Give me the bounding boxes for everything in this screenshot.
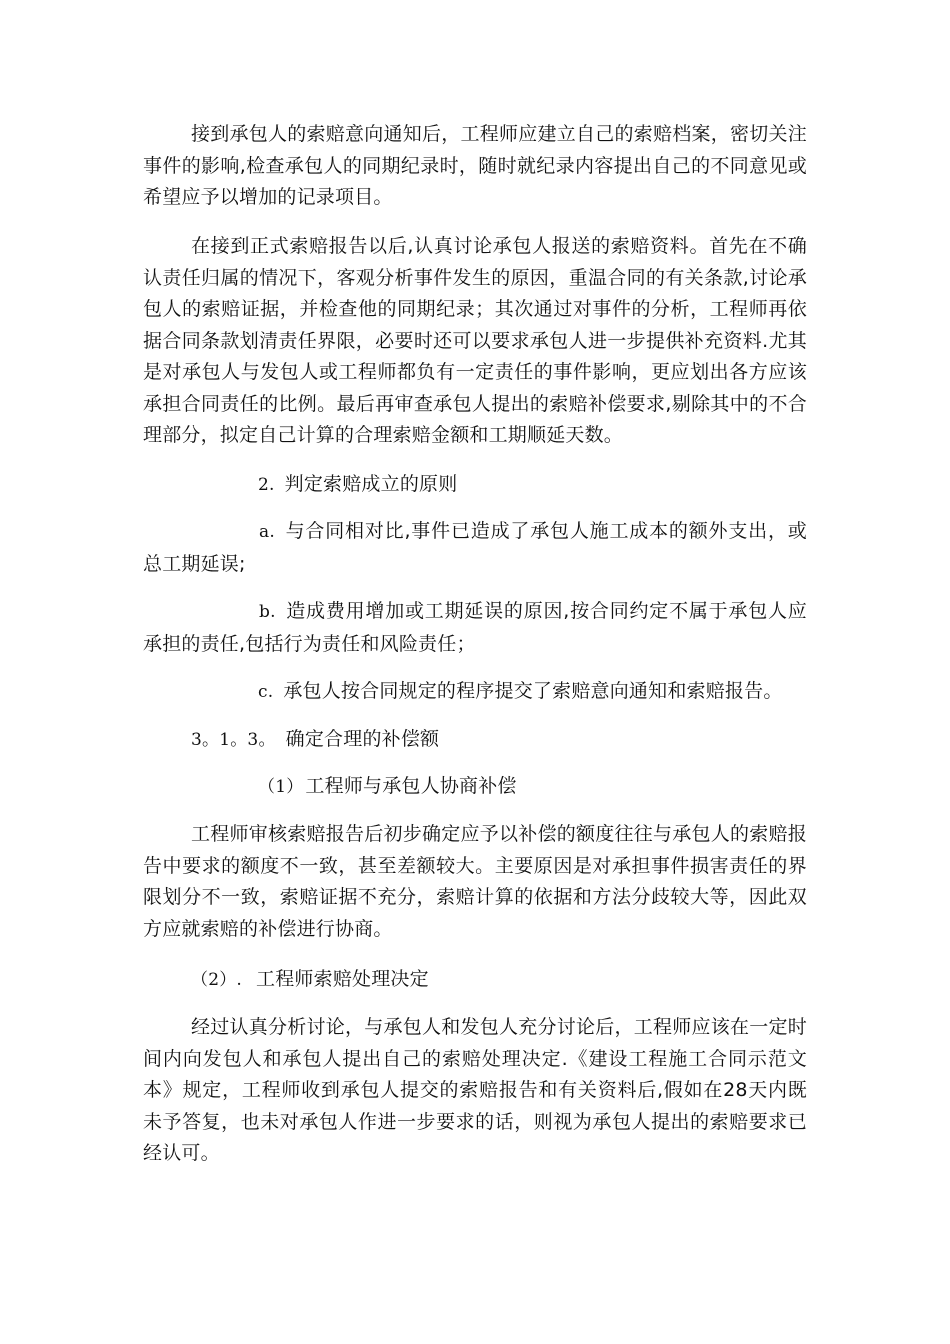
subsection-heading-1 xyxy=(258,771,517,804)
paragraph-claim-report-review: 在接到正式索赔报告以后,认真讨论承包人报送的索赔资料。首先在不确认责任归属的情况下，客观分析事件发生的原因，重温合同的有关条款,讨论承包人的索赔证据，并检查他的同期纪录；其次通过对事件的分析，工程师再依据合同条款划清责任界限，必要时还可以要求承包人进一步提供补充资料.尤其是对承包人与发包人或工程师都负有一定责任的事件影响，更应划出各方应该承担合同责任的比例。最后再审查承包人提出的索赔补偿要求,剔除其中的不合理部分，拟定自己计算的合理索赔金额和工期顺延天数。 xyxy=(143,235,807,446)
list-item-text: 与合同相对比,事件已造成了承包人施工成本的额外支出，或总工期延误; xyxy=(143,520,807,575)
subsection-number: （2）. xyxy=(191,970,243,990)
section-heading-3-1-3 xyxy=(191,724,439,757)
subsection-heading-2 xyxy=(191,964,429,997)
section-heading-2 xyxy=(258,469,457,502)
section-title: 确定合理的补偿额 xyxy=(285,728,440,750)
section-title: 判定索赔成立的原则 xyxy=(284,473,458,495)
list-item-text: 造成费用增加或工期延误的原因,按合同约定不属于承包人应承担的责任,包括行为责任和风险责任； xyxy=(143,600,807,655)
paragraph-negotiation: 工程师审核索赔报告后初步确定应予以补偿的额度往往与承包人的索赔报告中要求的额度不一致，甚至差额较大。主要原因是对承担事件损害责任的界限划分不一致，索赔证据不充分，索赔计算的依据和方法分歧较大等，因此双方应就索赔的补偿进行协商。 xyxy=(143,823,807,940)
section-number: 2. xyxy=(258,475,275,495)
list-item-a xyxy=(143,516,807,580)
subsection-number: （1） xyxy=(258,777,304,797)
list-item-b xyxy=(143,596,807,660)
subsection-title: 工程师与承包人协商补偿 xyxy=(305,775,517,797)
list-item-marker: b. xyxy=(259,602,276,622)
subsection-title: 工程师索赔处理决定 xyxy=(256,968,429,990)
list-item-marker: c. xyxy=(258,682,274,702)
list-item-marker: a. xyxy=(259,522,275,542)
paragraph-decision: 经过认真分析讨论，与承包人和发包人充分讨论后，工程师应该在一定时间内向发包人和承包人提出自己的索赔处理决定.《建设工程施工合同示范文本》规定，工程师收到承包人提交的索赔报告和有关资料后,假如在28天内既未予答复，也未对承包人作进一步要求的话，则视为承包人提出的索赔要求已经认可。 xyxy=(143,1016,807,1164)
section-number: 3。1。3。 xyxy=(191,730,276,750)
list-item-c xyxy=(258,676,783,709)
paragraph-claim-notice: 接到承包人的索赔意向通知后，工程师应建立自己的索赔档案，密切关注事件的影响,检查承包人的同期纪录时，随时就纪录内容提出自己的不同意见或希望应予以增加的记录项目。 xyxy=(143,123,807,208)
list-item-text: 承包人按合同规定的程序提交了索赔意向通知和索赔报告。 xyxy=(283,680,783,702)
